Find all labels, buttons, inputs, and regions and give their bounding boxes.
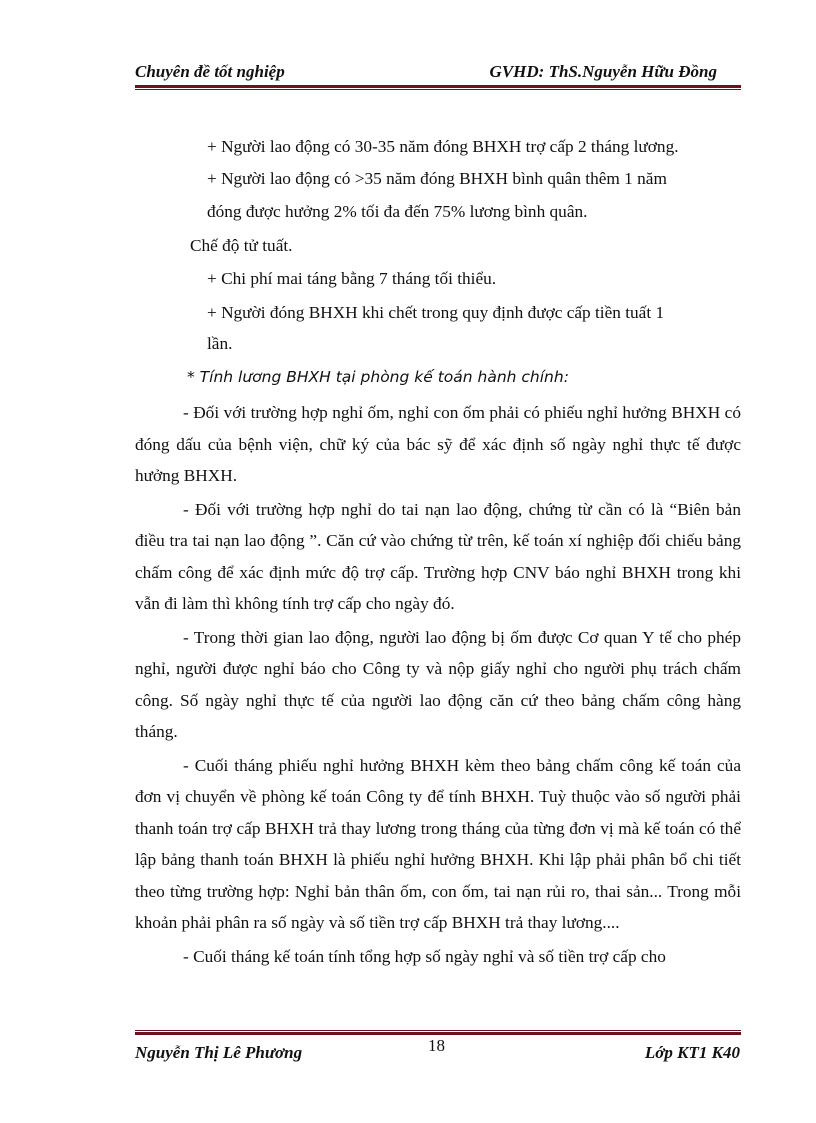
bullet-continuation: đóng được hưởng 2% tối đa đến 75% lương bình quân. xyxy=(207,202,588,221)
footer-class: Lớp KT1 K40 xyxy=(644,1043,740,1062)
bullet-item: + Người đóng BHXH khi chết trong quy định được cấp tiền tuất 1 xyxy=(207,302,665,322)
paragraph: - Trong thời gian lao động, người lao động bị ốm được Cơ quan Y tế cho phép nghỉ, người được nghỉ báo cho Công ty và nộp giấy nghỉ cho người phụ trách chấm công. Số ngày nghỉ thực tế của người lao động căn cứ theo bảng chấm công hàng tháng. xyxy=(135,627,741,741)
italic-section-heading: * Tính lương BHXH tại phòng kế toán hành chính: xyxy=(187,367,569,386)
page-header xyxy=(135,62,741,84)
page-number: 18 xyxy=(428,1036,445,1055)
paragraph: - Đối với trường hợp nghỉ ốm, nghỉ con ốm phải có phiếu nghỉ hưởng BHXH có đóng dấu của bệnh viện, chữ ký của bác sỹ để xác định số ngày nghỉ thực tế được hưởng BHXH. xyxy=(135,403,741,485)
bullet-item: + Chi phí mai táng bằng 7 tháng tối thiểu. xyxy=(207,269,497,288)
header-title: Chuyên đề tốt nghiệp xyxy=(135,62,285,81)
page-body xyxy=(135,131,741,974)
bullet-item: + Người lao động có >35 năm đóng BHXH bình quân thêm 1 năm xyxy=(207,168,667,188)
paragraph: - Đối với trường hợp nghỉ do tai nạn lao động, chứng từ cần có là “Biên bản điều tra tai nạn lao động ”. Căn cứ vào chứng từ trên, kế toán xí nghiệp đối chiếu bảng chấm công để xác định mức độ trợ cấp. Trường hợp CNV báo nghỉ BHXH trong khi vẫn đi làm thì không tính trợ cấp cho ngày đó. xyxy=(135,499,741,613)
paragraph: - Cuối tháng phiếu nghỉ hưởng BHXH kèm theo bảng chấm công kế toán của đơn vị chuyển về phòng kế toán Công ty để tính BHXH. Tuỳ thuộc vào số người phải thanh toán trợ cấp BHXH trả thay lương trong tháng của từng đơn vị mà kế toán có thể lập bảng thanh toán BHXH là phiếu nghỉ hưởng BHXH. Khi lập phải phân bổ chi tiết theo từng trường hợp: Nghỉ bản thân ốm, con ốm, tai nạn rủi ro, thai sản... Trong mỗi khoản phải phân ra số ngày và số tiền trợ cấp BHXH trả thay lương.... xyxy=(135,755,741,932)
section-heading: Chế độ tử tuất. xyxy=(190,235,293,255)
paragraph: - Cuối tháng kế toán tính tổng hợp số ngày nghỉ và số tiền trợ cấp cho xyxy=(183,946,666,966)
bullet-continuation: lần. xyxy=(207,334,233,353)
bullet-item: + Người lao động có 30-35 năm đóng BHXH trợ cấp 2 tháng lương. xyxy=(207,137,679,156)
header-rule xyxy=(135,85,741,91)
header-advisor: GVHD: ThS.Nguyễn Hữu Đồng xyxy=(489,62,717,81)
footer-author: Nguyễn Thị Lê Phương xyxy=(135,1043,303,1062)
